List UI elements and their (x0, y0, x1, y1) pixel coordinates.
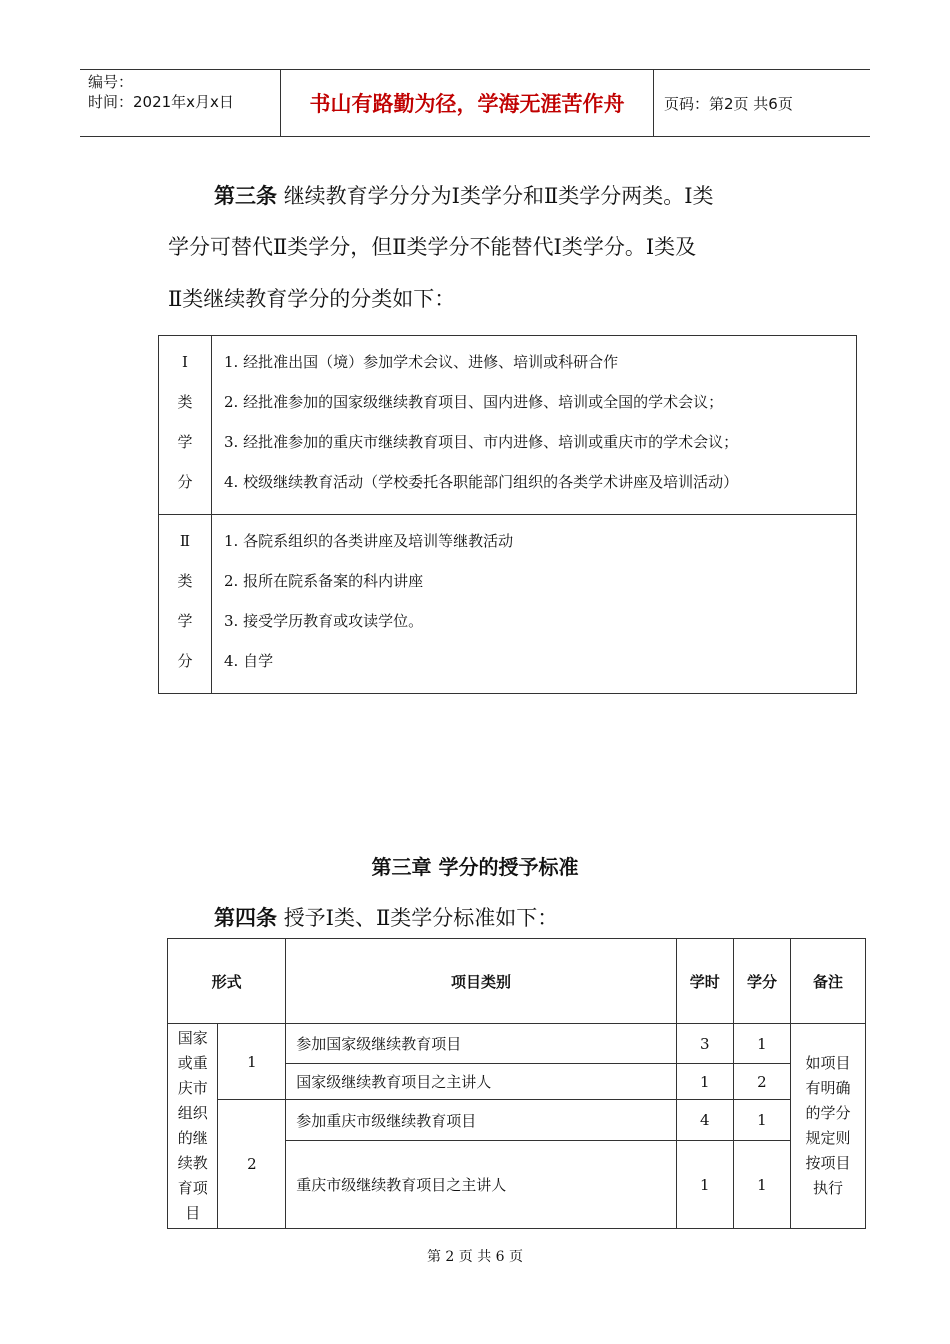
item-cell: 参加国家级继续教育项目 (286, 1024, 676, 1064)
list-item: 1. 各院系组织的各类讲座及培训等继教活动 (224, 532, 514, 550)
credits-cell: 1 (733, 1024, 790, 1064)
class1-label: Ⅰ 类 学 分 (159, 336, 212, 515)
col-header-credits: 学分 (733, 939, 790, 1024)
list-item: 2. 经批准参加的国家级继续教育项目、国内进修、培训或全国的学术会议； (224, 393, 724, 411)
chapter-title: 第三章 学分的授予标准 (371, 855, 579, 879)
header-motto: 书山有路勤为径，学海无涯苦作舟 (281, 70, 654, 136)
list-item: 1. 经批准出国（境）参加学术会议、进修、培训或科研合作 (224, 353, 619, 371)
class1-row (159, 336, 857, 515)
article4-title: 第四条 (214, 906, 277, 930)
group-cell: 2 (218, 1100, 286, 1229)
article3-line1 (214, 180, 714, 210)
article3-title: 第三条 (214, 184, 277, 208)
class2-items (212, 515, 857, 694)
list-item: 2. 报所在院系备案的科内讲座 (224, 572, 424, 590)
credits-cell: 1 (733, 1141, 790, 1229)
article3-text1: 继续教育学分分为Ⅰ类学分和Ⅱ类学分两类。Ⅰ类 (283, 184, 714, 208)
table-header-row (168, 939, 866, 1024)
hours-cell: 4 (676, 1100, 733, 1141)
list-item: 3. 接受学历教育或攻读学位。 (224, 612, 424, 630)
item-cell: 重庆市级继续教育项目之主讲人 (286, 1141, 676, 1229)
article4-line (214, 902, 558, 932)
credits-cell: 2 (733, 1064, 790, 1100)
hours-cell: 3 (676, 1024, 733, 1064)
group-cell: 1 (218, 1024, 286, 1100)
header-meta (80, 70, 281, 136)
col-header-category: 项目类别 (286, 939, 676, 1024)
page-header (80, 69, 870, 137)
doc-number-label: 编号： (88, 73, 134, 91)
article4-text: 授予Ⅰ类、Ⅱ类学分标准如下： (283, 906, 559, 930)
note-cell: 如项目 有明确 的学分 规定则 按项目 执行 (791, 1024, 866, 1229)
doc-date: 时间：2021年x月x日 (88, 93, 234, 111)
item-cell: 国家级继续教育项目之主讲人 (286, 1064, 676, 1100)
list-item: 4. 自学 (224, 652, 274, 670)
table-row (168, 1100, 866, 1141)
list-item: 3. 经批准参加的重庆市继续教育项目、市内进修、培训或重庆市的学术会议； (224, 433, 739, 451)
header-page-info: 页码：第2页 共6页 (664, 94, 793, 113)
table-row (168, 1024, 866, 1064)
col-header-hours: 学时 (676, 939, 733, 1024)
class2-row (159, 515, 857, 694)
col-header-form: 形式 (168, 939, 286, 1024)
page-footer: 第 2 页 共 6 页 (426, 1249, 524, 1265)
hours-cell: 1 (676, 1064, 733, 1100)
category-cell: 国家 或重 庆市 组织 的继 续教 育项 目 (168, 1024, 218, 1229)
credit-standard-table (167, 938, 866, 1229)
class1-items (212, 336, 857, 515)
item-cell: 参加重庆市级继续教育项目 (286, 1100, 676, 1141)
article3-line3: Ⅱ类继续教育学分的分类如下： (168, 287, 456, 311)
list-item: 4. 校级继续教育活动（学校委托各职能部门组织的各类学术讲座及培训活动） (224, 473, 739, 491)
article3-line2: 学分可替代Ⅱ类学分，但Ⅱ类学分不能替代Ⅰ类学分。Ⅰ类及 (168, 235, 697, 259)
hours-cell: 1 (676, 1141, 733, 1229)
col-header-note: 备注 (791, 939, 866, 1024)
class2-label: Ⅱ 类 学 分 (159, 515, 212, 694)
credits-cell: 1 (733, 1100, 790, 1141)
credit-class-table (158, 335, 857, 694)
